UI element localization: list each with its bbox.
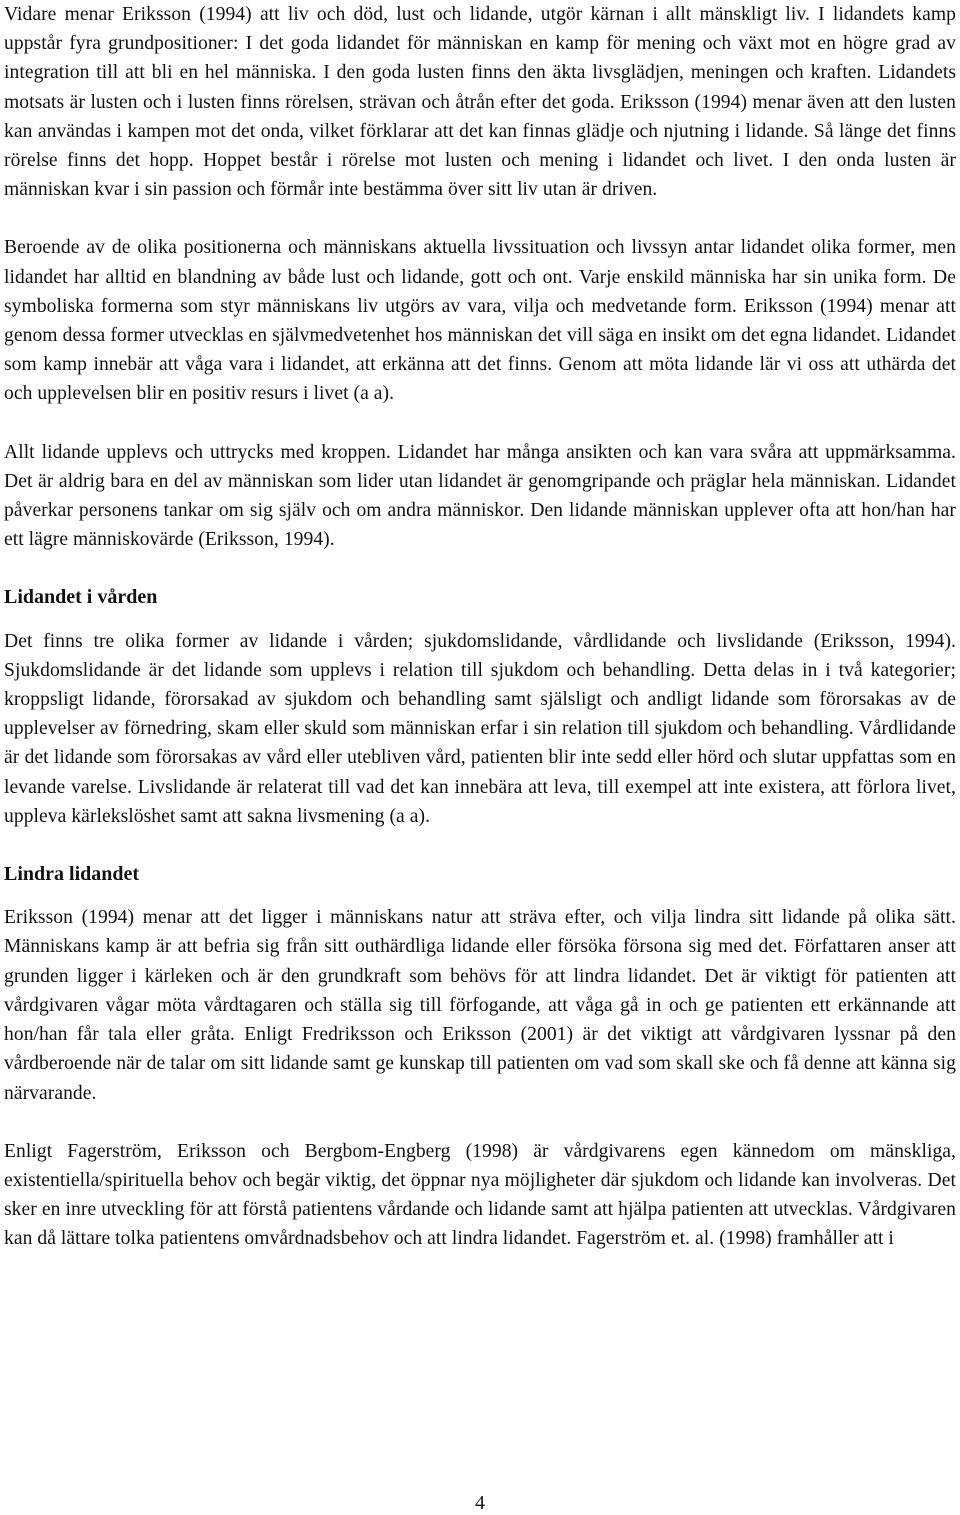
paragraph-gap — [4, 204, 956, 233]
section-heading-lidandet-i-varden: Lidandet i vården — [4, 586, 158, 609]
paragraph-gap — [4, 831, 956, 860]
paragraph-lidandets-former: Beroende av de olika positionerna och människans aktuella livssituation och livssyn antar lidandet olika former, men lidandet har alltid en blandning av både lust och lidande, gott och ont. Varje enskild människa har sin unika form. De symboliska formerna som styr människans liv utgörs av vara, vilja och medvetande form. Eriksson (1994) menar att genom dessa former utvecklas en självmedvetenhet hos människan det vill säga en insikt om det egna lidandet. Lidandet som kamp innebär att våga vara i lidandet, att erkänna att det finns. Genom att möta lidande lär vi oss att uthärda det och upplevelsen blir en positiv resurs i livet (a a). — [4, 237, 956, 405]
paragraph-grundpositioner: Vidare menar Eriksson (1994) att liv och död, lust och lidande, utgör kärnan i allt mänskligt liv. I lidandets kamp uppstår fyra grundpositioner: I det goda lidandet för människan en kamp för mening och växt mot en högre grad av integration till att bli en hel människa. I den goda lusten finns den äkta livsglädjen, meningen och kraften. Lidandets motsats är lusten och i lusten finns rörelsen, strävan och åtrån efter det goda. Eriksson (1994) menar även att den lusten kan användas i kampen mot det onda, vilket förklarar att det kan finnas glädje och njutning i lidande. Så länge det finns rörelse finns det hopp. Hoppet består i rörelse mot lusten och mening i lidandet och livet. I den onda lusten är människan kvar i sin passion och förmår inte bestämma över sitt liv utan är driven. — [4, 4, 956, 201]
paragraph-gap — [4, 1108, 956, 1137]
section-heading-lindra-lidandet: Lindra lidandet — [4, 863, 140, 886]
paragraph-gap — [4, 554, 956, 583]
heading-gap — [4, 613, 956, 627]
paragraph-fagerstrom: Enligt Fagerström, Eriksson och Bergbom-Engberg (1998) är vårdgivarens egen kännedom om mänskliga, existentiella/spirituella behov och begär viktig, det öppnar nya möjligheter där sjukdom och lidande kan involveras. Det sker en inre utveckling för att förstå patientens vårdande och lidande samt att hjälpa patienten att utvecklas. Vårdgivaren kan då lättare tolka patientens omvårdnadsbehov och att lindra lidandet. Fagerström et. al. (1998) framhåller att i — [4, 1140, 956, 1250]
paragraph-gap — [4, 409, 956, 438]
paragraph-lindra: Eriksson (1994) menar att det ligger i människans natur att sträva efter, och vilja lindra sitt lidande på olika sätt. Människans kamp är att befria sig från sitt outhärdliga lidande eller försöka försona sig med det. Författaren anser att grunden ligger i kärleken och är den grundkraft som behövs för att lindra lidandet. Det är viktigt för patienten att vårdgivaren vågar möta vårdtagaren och ställa sig till förfogande, att våga gå in och ge patienten ett erkännande att hon/han får tala eller gråta. Enligt Fredriksson och Eriksson (2001) är det viktigt att vårdgivaren lyssnar på den vårdberoende när de talar om sitt lidande samt ge kunskap till patienten om vad som skall ske och få denne att känna sig närvarande. — [4, 907, 956, 1104]
document-page — [4, 0, 956, 1254]
page-number: 4 — [475, 1492, 485, 1514]
heading-gap — [4, 889, 956, 903]
paragraph-kroppen: Allt lidande upplevs och uttrycks med kroppen. Lidandet har många ansikten och kan vara svåra att uppmärksamma. Det är aldrig bara en del av människan som lider utan lidandet är genomgripande och präglar hela människan. Lidandet påverkar personens tankar om sig själv och om andra människor. Den lidande människan upplever ofta att hon/han har ett lägre människovärde (Eriksson, 1994). — [4, 441, 956, 551]
paragraph-tre-former: Det finns tre olika former av lidande i vården; sjukdomslidande, vårdlidande och livslidande (Eriksson, 1994). Sjukdomslidande är det lidande som upplevs i relation till sjukdom och behandling. Detta delas in i två kategorier; kroppsligt lidande, förorsakad av sjukdom och behandling samt själsligt och andligt lidande som förorsakas av de upplevelser av förnedring, skam eller skuld som människan erfar i sin relation till sjukdom och behandling. Vårdlidande är det lidande som förorsakas av vård eller utebliven vård, patienten blir inte sedd eller hörd och slutar uppfattas som en levande varelse. Livslidande är relaterat till vad det kan innebära att leva, till exempel att inte existera, att förlora livet, uppleva kärlekslöshet samt att sakna livsmening (a a). — [4, 630, 956, 827]
